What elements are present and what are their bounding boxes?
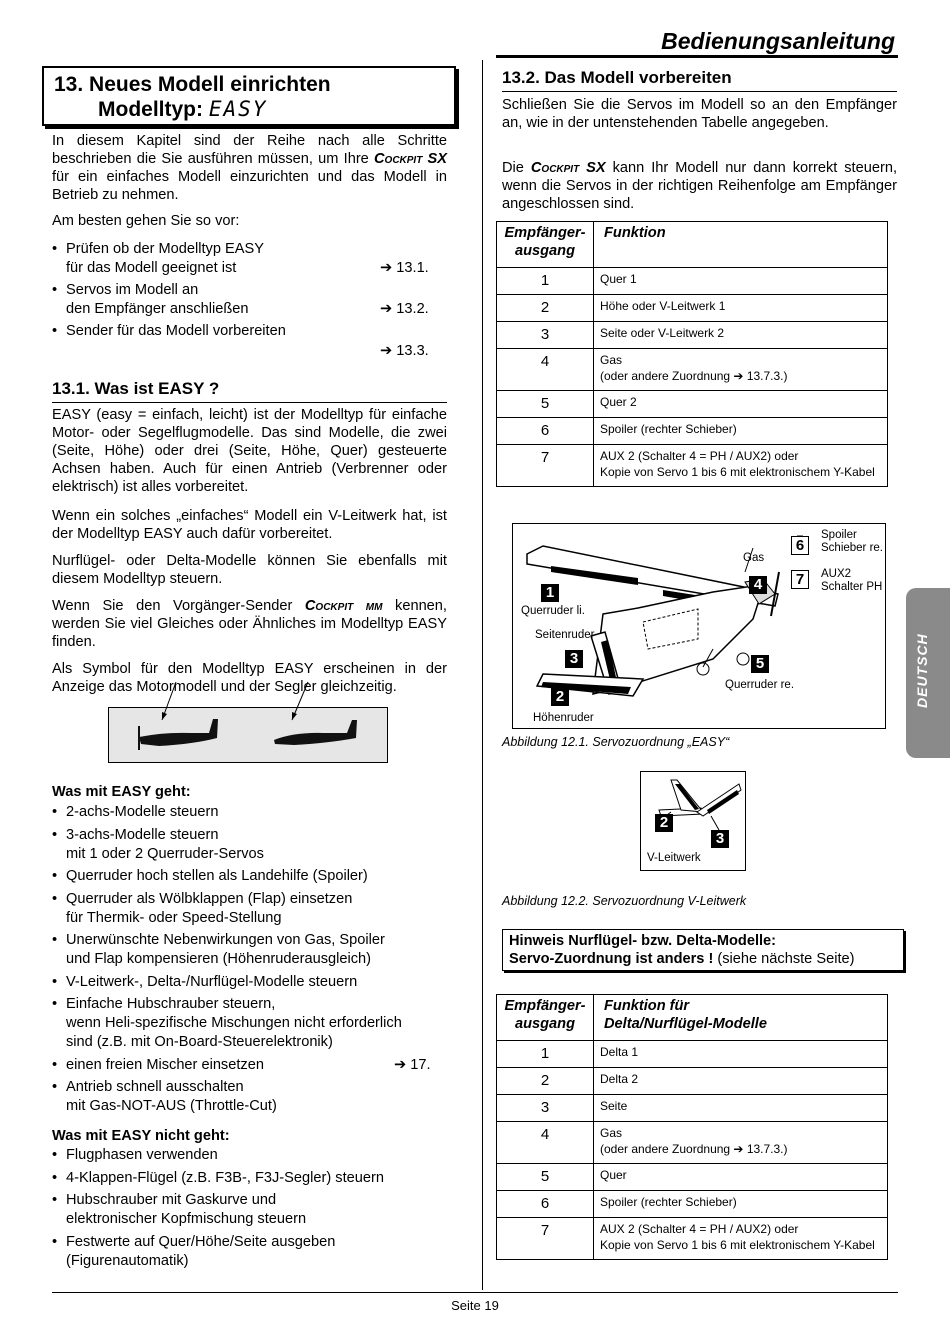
table-cell-function [594, 322, 888, 349]
table-header-output [497, 222, 594, 268]
servo-number-badge: 5 [751, 655, 769, 673]
table-row [497, 1164, 888, 1191]
paragraph-text-b: kann Ihr Modell nur dann korrekt steuern, wenn die Servos in der richtigen Reihenfolge am Empfänger angeschlossen sind. [502, 160, 897, 212]
pointer-lines [150, 680, 330, 724]
list-item-text: mit 1 oder 2 Querruder-Servos [66, 845, 264, 862]
bullet-dot: • [52, 1079, 58, 1095]
list-item-text: 2-achs-Modelle steuern [66, 804, 219, 820]
servo-number-badge: 4 [749, 576, 767, 594]
function-line: Delta 2 [600, 1072, 639, 1086]
step-line1: Sender für das Modell vorbereiten [66, 323, 286, 339]
label-aileron-right: Querruder re. [725, 679, 795, 691]
bullet-dot: • [52, 282, 58, 298]
label-spoiler-2: Schieber re. [821, 542, 884, 554]
table-cell-function [594, 445, 888, 487]
table-cell-output: 3 [497, 322, 594, 349]
brand-name: Cockpit mm [304, 598, 383, 614]
list-item-text: Querruder hoch stellen als Landehilfe (Spoiler) [66, 868, 368, 884]
table-cell-function [594, 1122, 888, 1164]
footer-rule [52, 1292, 898, 1293]
table-cell-function [594, 295, 888, 322]
chapter-title-line2 [98, 97, 267, 122]
cannot-heading: Was mit EASY nicht geht: [52, 1128, 230, 1144]
step-reference: ➔ 13.2. [380, 301, 429, 317]
step-line2: für das Modell geeignet ist [66, 260, 237, 276]
table-cell-function [594, 1191, 888, 1218]
bullet-dot: • [52, 804, 58, 820]
intro-text-a: In diesem Kapitel sind der Reihe nach alle Schritte beschrieben die Sie ausführen müssen, um Ihre [52, 133, 447, 167]
language-tab [906, 588, 950, 758]
list-item-text: 3-achs-Modelle steuern [66, 826, 219, 843]
bullet-dot: • [52, 323, 58, 339]
table-row [497, 1068, 888, 1095]
table-row [497, 349, 888, 391]
list-item-text: für Thermik- oder Speed-Stellung [66, 909, 282, 926]
chapter-title-prefix: Modelltyp: [98, 98, 209, 121]
bullet-dot: • [52, 1169, 58, 1186]
function-line: Gas [600, 353, 623, 367]
list-item-text: (Figurenautomatik) [66, 1252, 189, 1269]
table-cell-function [594, 1164, 888, 1191]
hint-line2 [509, 951, 854, 967]
step-line1: Servos im Modell an [66, 282, 199, 298]
table-cell-output: 1 [497, 1041, 594, 1068]
table-header-output [497, 995, 594, 1041]
function-line: Delta 1 [600, 1045, 639, 1059]
table-cell-output: 4 [497, 349, 594, 391]
table-header-line: Delta/Nurflügel-Modelle [604, 1016, 767, 1032]
delta-servo-table [496, 994, 888, 1260]
function-line: Spoiler (rechter Schieber) [600, 422, 737, 436]
table-cell-output: 6 [497, 418, 594, 445]
label-aileron-left: Querruder li. [521, 605, 585, 617]
table-header-line: ausgang [514, 243, 575, 259]
list-item-text: Flugphasen verwenden [66, 1147, 218, 1163]
can-do-list [52, 803, 447, 1123]
table-cell-output: 6 [497, 1191, 594, 1218]
table-row [497, 1191, 888, 1218]
intro-text-b: für ein einfaches Modell einzurichten und das Modell in Betrieb zu nehmen. [52, 169, 447, 203]
chapter-title-line1: 13. Neues Modell einrichten [54, 73, 331, 96]
table-cell-output: 3 [497, 1095, 594, 1122]
label-spoiler: Spoiler [821, 529, 857, 541]
list-item-text: Antrieb schnell ausschalten [66, 1079, 244, 1095]
bullet-dot: • [52, 996, 58, 1012]
function-line: Quer 2 [600, 395, 637, 409]
table-cell-function [594, 349, 888, 391]
chapter-title-box [42, 66, 456, 126]
table-cell-function [594, 391, 888, 418]
cannot-list [52, 1146, 447, 1286]
table-cell-output: 5 [497, 1164, 594, 1191]
figure-caption: Abbildung 12.2. Servozuordnung V-Leitwerk [502, 894, 747, 908]
table-row [497, 418, 888, 445]
servo-number-badge: 6 [791, 536, 809, 555]
list-item-text: sind (z.B. mit On-Board-Steuerelektronik) [66, 1034, 333, 1050]
label-rudder: Seitenruder [535, 629, 595, 641]
list-item-text: Querruder als Wölbklappen (Flap) einsetzen [66, 890, 353, 907]
function-line: Höhe oder V-Leitwerk 1 [600, 299, 726, 313]
table-cell-output: 5 [497, 391, 594, 418]
function-line: Spoiler (rechter Schieber) [600, 1195, 737, 1209]
v-tail-figure [640, 771, 746, 871]
item-reference: ➔ 17. [394, 1056, 431, 1073]
table-cell-output: 4 [497, 1122, 594, 1164]
bullet-dot: • [52, 890, 58, 907]
step-line2: den Empfänger anschließen [66, 301, 249, 317]
section-heading-13-2: 13.2. Das Modell vorbereiten [502, 68, 732, 87]
section-heading-13-1: 13.1. Was ist EASY ? [52, 379, 220, 398]
bullet-dot: • [52, 1147, 58, 1163]
figure-caption: Abbildung 12.1. Servozuordnung „EASY“ [502, 735, 730, 749]
paragraph: Schließen Sie die Servos im Modell so an den Empfänger an, wie in der untenstehenden Tabelle angegeben. [502, 97, 897, 131]
table-cell-function [594, 418, 888, 445]
step-reference: ➔ 13.1. [380, 260, 429, 276]
paragraph-text-b: kennen, werden Sie viel Gleiches oder Ähnliches im Modelltyp EASY finden. [52, 598, 447, 650]
table-header-function: Funktion [594, 222, 888, 268]
bullet-dot: • [52, 868, 58, 884]
header-rule [496, 55, 898, 58]
table-row [497, 1041, 888, 1068]
language-tab-label: DEUTSCH [914, 633, 930, 708]
header-title: Bedienungsanleitung [661, 28, 895, 54]
function-line: AUX 2 (Schalter 4 = PH / AUX2) oder [600, 449, 799, 463]
table-header-line: Funktion für [604, 998, 690, 1014]
list-item-text: und Flap kompensieren (Höhenruderausgleich) [66, 951, 372, 967]
lcd-model-type: EASY [208, 97, 268, 121]
servo-number-badge: 3 [565, 650, 583, 668]
servo-number-badge: 2 [655, 814, 673, 832]
table-row [497, 445, 888, 487]
intro-paragraph-2: Am besten gehen Sie so vor: [52, 213, 240, 229]
table-row [497, 1122, 888, 1164]
list-item-text: V-Leitwerk-, Delta-/Nurflügel-Modelle steuern [66, 973, 358, 990]
table-cell-function [594, 268, 888, 295]
paragraph: Als Symbol für den Modelltyp EASY erscheinen in der Anzeige das Motormodell und der Segler gleichzeitig. [52, 661, 447, 695]
paragraph [502, 159, 897, 213]
section-rule [52, 402, 447, 403]
list-item-text: einen freien Mischer einsetzen [66, 1056, 264, 1073]
table-header-line: Empfänger- [504, 225, 586, 241]
section-rule [502, 91, 897, 92]
list-item-text: 4-Klappen-Flügel (z.B. F3B-, F3J-Segler) steuern [66, 1169, 384, 1186]
table-row [497, 295, 888, 322]
paragraph-text-a: Die [502, 160, 531, 176]
bullet-dot: • [52, 1192, 58, 1208]
table-row [497, 322, 888, 349]
function-line: Kopie von Servo 1 bis 6 mit elektronischem Y-Kabel [600, 465, 875, 479]
function-line: (oder andere Zuordnung ➔ 13.7.3.) [600, 1142, 788, 1156]
servo-number-badge: 3 [711, 830, 729, 848]
list-item-text: wenn Heli-spezifische Mischungen nicht erforderlich [66, 1015, 402, 1031]
label-aux-2: Schalter PH [821, 581, 883, 593]
column-divider [482, 60, 483, 1290]
label-aux: AUX2 [821, 568, 852, 580]
list-item-text: Festwerte auf Quer/Höhe/Seite ausgeben [66, 1233, 336, 1250]
table-row [497, 268, 888, 295]
label-v-tail: V-Leitwerk [647, 852, 701, 864]
table-header-line: ausgang [514, 1016, 575, 1032]
function-line: Seite [600, 1099, 628, 1113]
label-elevator: Höhenruder [533, 712, 594, 724]
servo-number-badge: 2 [551, 688, 569, 706]
list-item-text: elektronischer Kopfmischung steuern [66, 1211, 307, 1227]
steps-list [52, 240, 447, 365]
bullet-dot: • [52, 932, 58, 948]
table-cell-output: 2 [497, 1068, 594, 1095]
bullet-dot: • [52, 1233, 58, 1250]
function-line: Seite oder V-Leitwerk 2 [600, 326, 725, 340]
table-header-function [594, 995, 888, 1041]
hint-line2-bold: Servo-Zuordnung ist anders ! [509, 951, 714, 967]
list-item-text: Hubschrauber mit Gaskurve und [66, 1192, 277, 1208]
paragraph [52, 597, 447, 651]
function-line: Quer [600, 1168, 627, 1182]
bullet-dot: • [52, 973, 58, 990]
airplane-figure [512, 523, 886, 729]
label-gas: Gas [743, 552, 765, 564]
function-line: Gas [600, 1126, 623, 1140]
table-cell-output: 7 [497, 1218, 594, 1260]
function-line: AUX 2 (Schalter 4 = PH / AUX2) oder [600, 1222, 799, 1236]
table-cell-function [594, 1218, 888, 1260]
list-item-text: Unerwünschte Nebenwirkungen von Gas, Spoiler [66, 932, 385, 948]
table-row [497, 1095, 888, 1122]
table-header-line: Empfänger- [504, 998, 586, 1014]
page-number: Seite 19 [451, 1298, 499, 1313]
brand-name: Cockpit SX [374, 151, 447, 167]
bullet-dot: • [52, 826, 58, 843]
step-line1: Prüfen ob der Modelltyp EASY [66, 241, 264, 257]
servo-number-badge: 7 [791, 570, 809, 589]
table-row [497, 1218, 888, 1260]
table-cell-function [594, 1095, 888, 1122]
table-cell-output: 7 [497, 445, 594, 487]
paragraph: EASY (easy = einfach, leicht) ist der Modelltyp für einfache Motor- oder Segelflugmodelle. Das sind Modelle, die zwei (Seite, Höhe) oder drei (Seite, Höhe, Quer) gesteuerte Achsen haben. Auch für einen Antrieb (Verbrenner oder elektrisch) ist alles vorbereitet. [52, 407, 447, 495]
servo-number-badge: 1 [541, 584, 559, 602]
table-row [497, 391, 888, 418]
hint-line2-rest: (siehe nächste Seite) [713, 951, 855, 967]
can-do-heading: Was mit EASY geht: [52, 784, 191, 800]
function-line: Kopie von Servo 1 bis 6 mit elektronischem Y-Kabel [600, 1238, 875, 1252]
function-line: Quer 1 [600, 272, 637, 286]
bullet-dot: • [52, 241, 58, 257]
function-line: (oder andere Zuordnung ➔ 13.7.3.) [600, 369, 788, 383]
hint-box [502, 929, 904, 971]
table-cell-function [594, 1068, 888, 1095]
hint-line1: Hinweis Nurflügel- bzw. Delta-Modelle: [509, 933, 777, 949]
intro-paragraph [52, 132, 447, 204]
list-item-text: mit Gas-NOT-AUS (Throttle-Cut) [66, 1098, 277, 1114]
table-cell-output: 2 [497, 295, 594, 322]
table-cell-function [594, 1041, 888, 1068]
bullet-dot: • [52, 1056, 58, 1073]
paragraph-text-a: Wenn Sie den Vorgänger-Sender [52, 598, 305, 614]
list-item-text: Einfache Hubschrauber steuern, [66, 996, 276, 1012]
servo-table [496, 221, 888, 487]
table-cell-output: 1 [497, 268, 594, 295]
step-reference: ➔ 13.3. [380, 343, 429, 359]
paragraph: Nurflügel- oder Delta-Modelle können Sie ebenfalls mit diesem Modelltyp steuern. [52, 553, 447, 587]
brand-name: Cockpit SX [530, 160, 606, 176]
paragraph: Wenn ein solches „einfaches“ Modell ein V-Leitwerk hat, ist der Modelltyp EASY auch dafür vorbereitet. [52, 508, 447, 542]
